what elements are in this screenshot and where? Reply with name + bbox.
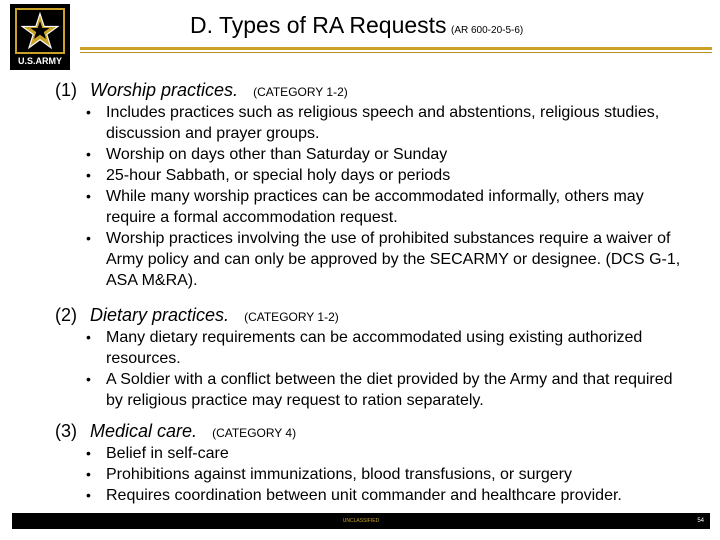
list-item: • Requires coordination between unit commander and healthcare provider. [86,485,706,506]
list-item: • Worship on days other than Saturday or Sunday [86,144,686,165]
title-rule-gold [80,47,712,50]
section-category: (CATEGORY 1-2) [253,85,348,99]
title-rule-thin [80,52,712,53]
list-item: • Belief in self-care [86,443,706,464]
section-number: (2) [55,305,77,325]
army-wordmark: U.S.ARMY [17,56,62,66]
dietary-bullet-list [86,327,686,411]
list-item: • A Soldier with a conflict between the diet provided by the Army and that required by religious practice may request to ration separately. [86,369,686,411]
section-name: Medical care. [90,421,198,441]
army-star-icon [15,8,65,54]
section-number: (3) [55,421,77,441]
list-item: • 25-hour Sabbath, or special holy days or periods [86,165,686,186]
list-item: • While many worship practices can be accommodated informally, others may require a formal accommodation request. [86,186,686,228]
page-title [190,12,523,39]
title-reference: (AR 600-20-5-6) [451,25,524,36]
section-name: Dietary practices. [90,305,230,325]
list-item: • Prohibitions against immunizations, blood transfusions, or surgery [86,464,706,485]
section-heading-worship [55,80,348,101]
classification-label: UNCLASSIFIED [342,518,380,524]
army-logo [10,4,70,70]
list-item: • Includes practices such as religious speech and abstentions, religious studies, discussion and prayer groups. [86,102,686,144]
section-number: (1) [55,80,77,100]
section-heading-dietary [55,305,339,326]
worship-bullet-list [86,102,686,291]
list-item: • Worship practices involving the use of prohibited substances require a waiver of Army policy and can only be approved by the SECARMY or designee. (DCS G-1, ASA M&RA). [86,228,686,291]
section-category: (CATEGORY 1-2) [244,310,339,324]
section-name: Worship practices. [90,80,239,100]
footer-bar [12,513,710,529]
title-main: D. Types of RA Requests [190,12,447,38]
page-number: 54 [697,518,704,524]
section-heading-medical [55,421,296,442]
section-category: (CATEGORY 4) [212,426,297,440]
medical-bullet-list [86,443,706,506]
list-item: • Many dietary requirements can be accommodated using existing authorized resources. [86,327,686,369]
